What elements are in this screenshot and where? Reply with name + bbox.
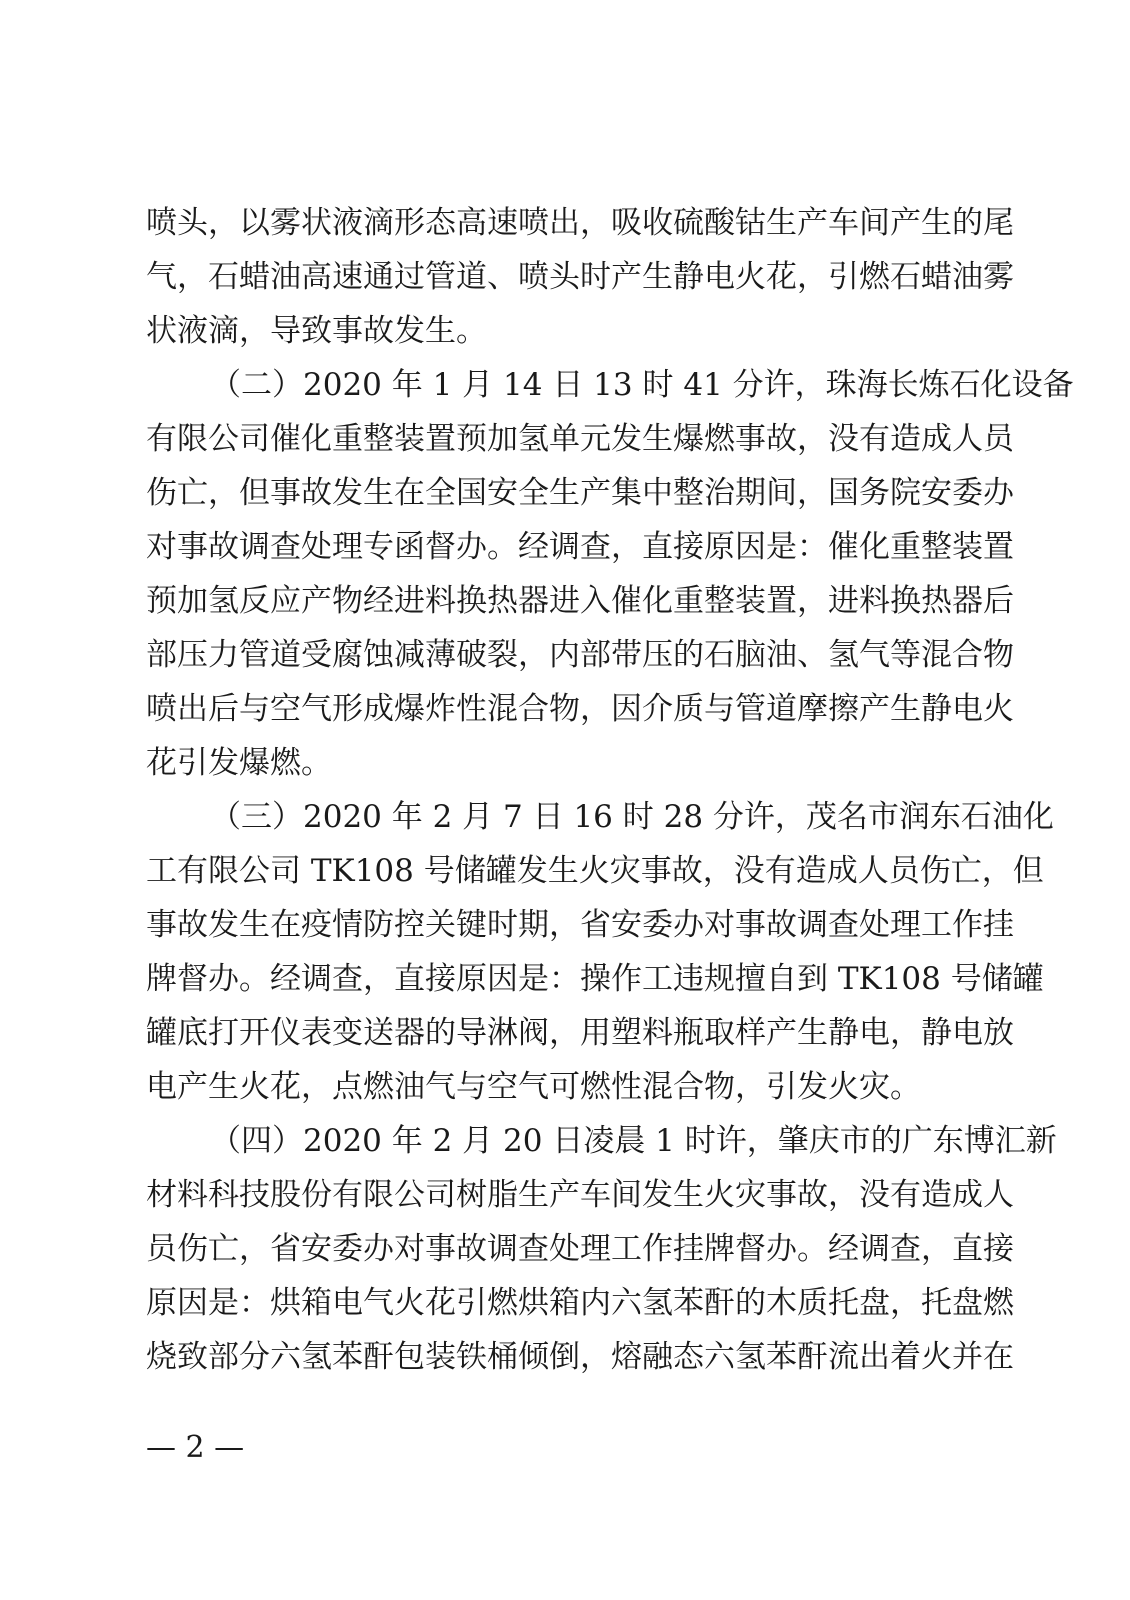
text-line: 工有限公司 TK108 号储罐发生火灾事故，没有造成人员伤亡，但 — [146, 853, 1044, 889]
text-line: 烧致部分六氢苯酐包装铁桶倾倒，熔融态六氢苯酐流出着火并在 — [146, 1339, 1014, 1375]
page-number: — 2 — — [146, 1430, 245, 1465]
text-line: 花引发爆燃。 — [146, 745, 332, 781]
text-line: 状液滴，导致事故发生。 — [146, 313, 487, 349]
paragraph-start-line: （三）2020 年 2 月 7 日 16 时 28 分许，茂名市润东石油化 — [210, 799, 1054, 835]
text-line: 罐底打开仪表变送器的导淋阀，用塑料瓶取样产生静电，静电放 — [146, 1015, 1014, 1051]
text-line: 对事故调查处理专函督办。经调查，直接原因是：催化重整装置 — [146, 529, 1014, 565]
text-line: 材料科技股份有限公司树脂生产车间发生火灾事故，没有造成人 — [146, 1177, 1014, 1213]
text-line: 伤亡，但事故发生在全国安全生产集中整治期间，国务院安委办 — [146, 475, 1014, 511]
text-line: 牌督办。经调查，直接原因是：操作工违规擅自到 TK108 号储罐 — [146, 961, 1044, 997]
text-line: 喷头，以雾状液滴形态高速喷出，吸收硫酸钴生产车间产生的尾 — [146, 205, 1014, 241]
text-line: 部压力管道受腐蚀减薄破裂，内部带压的石脑油、氢气等混合物 — [146, 637, 1014, 673]
text-line: 员伤亡，省安委办对事故调查处理工作挂牌督办。经调查，直接 — [146, 1231, 1014, 1267]
paragraph-start-line: （二）2020 年 1 月 14 日 13 时 41 分许，珠海长炼石化设备 — [210, 367, 1074, 403]
text-line: 原因是：烘箱电气火花引燃烘箱内六氢苯酐的木质托盘，托盘燃 — [146, 1285, 1014, 1321]
text-line: 有限公司催化重整装置预加氢单元发生爆燃事故，没有造成人员 — [146, 421, 1014, 457]
paragraph-start-line: （四）2020 年 2 月 20 日凌晨 1 时许，肇庆市的广东博汇新 — [210, 1123, 1057, 1159]
text-line: 事故发生在疫情防控关键时期，省安委办对事故调查处理工作挂 — [146, 907, 1014, 943]
text-line: 气，石蜡油高速通过管道、喷头时产生静电火花，引燃石蜡油雾 — [146, 259, 1014, 295]
text-line: 预加氢反应产物经进料换热器进入催化重整装置，进料换热器后 — [146, 583, 1014, 619]
text-line: 喷出后与空气形成爆炸性混合物，因介质与管道摩擦产生静电火 — [146, 691, 1014, 727]
text-line: 电产生火花，点燃油气与空气可燃性混合物，引发火灾。 — [146, 1069, 921, 1105]
